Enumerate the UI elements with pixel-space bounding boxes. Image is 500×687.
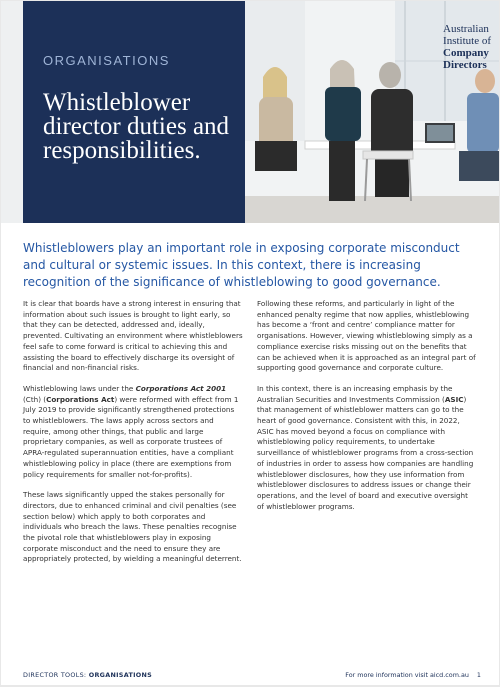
document-page [1,1,499,685]
hero-banner [1,1,499,223]
aicd-logo [443,23,491,71]
asic-abbrev: ASIC [444,394,464,404]
footer-section-label: DIRECTOR TOOLS: ORGANISATIONS [23,671,153,679]
logo-line-1: Australian [443,23,489,35]
act-short-name: Corporations Act [46,394,115,404]
body-paragraph: In this context, there is an increasing emphasis by the Australian Securities and Investments Commission (ASIC) that management of whistleblower matters can go to the heart of good governance. Consistent with this, in 2022, ASIC has moved beyond a focus on compliance with whistleblowing policy requirements, to undertake surveillance of whistleblower programs from a cross-section of industries in order to assess how companies are handling whistleblower disclosures, how they use information from whistleblower disclosures to address issues or change their operations, and the level of board and executive oversight of whistleblower programs. [257,383,474,511]
footer-link[interactable]: For more information visit aicd.com.au [345,671,469,679]
right-column [257,299,477,522]
section-kicker: ORGANISATIONS [43,53,170,68]
logo-line-4: Directors [443,59,487,71]
footer-info [345,671,481,679]
left-column [23,299,243,575]
logo-line-3: Company [443,47,489,59]
act-name: Corporations Act 2001 [135,383,227,393]
body-paragraph: Following these reforms, and particularly in light of the enhanced penalty regime that now applies, whistleblowing has become a ‘front and centre’ compliance matter for organisations. However, viewing whistleblowing simply as a compliance exercise risks missing out on the benefits that can be achieved when it is approached as an integral part of supporting good governance and corporate culture. [257,299,476,373]
title-panel [23,1,245,223]
body-paragraph: These laws significantly upped the stakes personally for directors, due to enhanced criminal and civil penalties (see section below) which apply to both corporates and individuals who breach the laws. These penalties recognise the pivotal role that whistleblowers play in exposing corporate misconduct and the need to ensure they are appropriately protected, by wielding a meaningful deterrent. [23,490,242,564]
logo-line-2: Institute of [443,35,491,47]
page-title: Whistleblower director duties and responsibilities. [43,89,230,164]
body-paragraph: It is clear that boards have a strong interest in ensuring that information about such issues is brought to light early, so that they can be detected, addressed and, ideally, prevented. Cultivating an environment where whistleblowers feel safe to come forward is critical to achieving this and assisting the board to effectively discharge its oversight of financial and non-financial risks. [23,299,243,373]
page-number: 1 [476,671,481,679]
lead-paragraph: Whistleblowers play an important role in exposing corporate misconduct and cultural or systemic issues. In this context, there is increasing recognition of the significance of whistleblowing to good governance. [23,241,460,289]
body-paragraph: Whistleblowing laws under the Corporations Act 2001 (Cth) (Corporations Act) were reformed with effect from 1 July 2019 to provide significantly strengthened protections to whistleblowers. The laws apply across sectors and require, among other things, that public and large proprietary companies, as well as corporate trustees of APRA-regulated superannuation entities, have a compliant whistleblowing policy in place (there are exemptions from policy requirements for smaller not-for-profits). [23,383,239,479]
